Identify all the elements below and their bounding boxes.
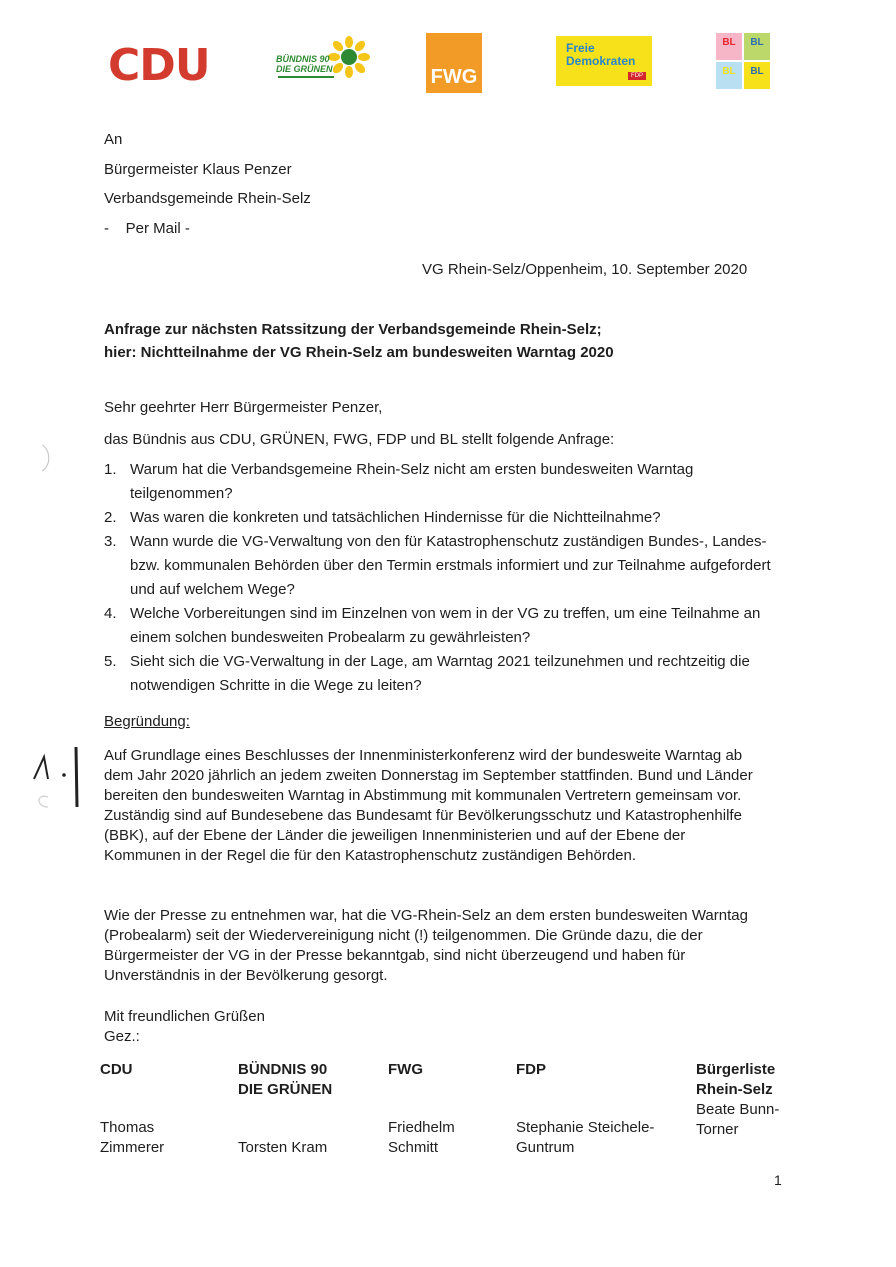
subject-line-2: hier: Nichtteilnahme der VG Rhein-Selz am bundesweiten Warntag 2020 bbox=[104, 344, 614, 361]
signature-party: DIE GRÜNEN bbox=[238, 1081, 333, 1098]
salutation: Sehr geehrter Herr Bürgermeister Penzer, bbox=[104, 399, 383, 416]
signature-name: Torsten Kram bbox=[238, 1139, 328, 1156]
page-number: 1 bbox=[774, 1172, 782, 1188]
list-text: Sieht sich die VG-Verwaltung in der Lage, am Warntag 2021 teilzunehmen und rechtzeitig die notwendigen Schritte in die Wege zu leiten? bbox=[130, 653, 750, 694]
gez-label: Gez.: bbox=[104, 1028, 140, 1045]
margin-bracket-mark bbox=[36, 443, 56, 473]
signature-cdu bbox=[100, 1060, 164, 1158]
signature-party: Rhein-Selz bbox=[696, 1081, 773, 1098]
signature-name bbox=[238, 1118, 332, 1138]
bl-logo bbox=[716, 33, 770, 89]
address-to: An bbox=[104, 131, 123, 148]
signature-fwg bbox=[388, 1060, 455, 1158]
signature-name: Stephanie Steichele- bbox=[516, 1119, 655, 1136]
signature-name: Torner bbox=[696, 1121, 739, 1138]
signature-gruene bbox=[238, 1060, 332, 1158]
address-name: Bürgermeister Klaus Penzer bbox=[104, 161, 292, 178]
list-item bbox=[104, 602, 784, 650]
fwg-logo-text: FWG bbox=[430, 66, 478, 88]
signature-party: Bürgerliste bbox=[696, 1061, 776, 1078]
signature-name: Friedhelm bbox=[388, 1119, 455, 1136]
list-item bbox=[104, 458, 784, 506]
reason-paragraph-1: Auf Grundlage eines Beschlusses der Innenministerkonferenz wird der bundesweite Warntag ab dem Jahr 2020 jährlich an jedem zweiten Donnerstag im September stattfinden. Bund und Länder bereiten den bundesweiten Warntag in Abstimmung mit kommunalen Vertretern gemeinsam vor. Zuständig sind auf Bundesebene das Bundesamt für Bevölkerungsschutz und Katastrophenhilfe (BBK), auf der Ebene der Länder die jeweiligen Innenministerien und auf der Ebene der Kommunen in der Regel die für den Katastrophenschutz zuständigen Behörden. bbox=[104, 747, 753, 864]
signature-fdp bbox=[516, 1060, 654, 1158]
fwg-logo bbox=[426, 33, 482, 93]
cdu-logo: CDU bbox=[108, 40, 210, 91]
fdp-badge: FDP bbox=[628, 72, 646, 80]
sunflower-icon bbox=[328, 36, 370, 78]
address-org: Verbandsgemeinde Rhein-Selz bbox=[104, 190, 311, 207]
list-item bbox=[104, 506, 784, 530]
closing: Mit freundlichen Grüßen bbox=[104, 1008, 265, 1025]
signature-buergerliste bbox=[696, 1060, 779, 1140]
subject-line-1: Anfrage zur nächsten Ratssitzung der Verbandsgemeinde Rhein-Selz; bbox=[104, 321, 602, 338]
list-number: 2. bbox=[104, 509, 117, 526]
list-number: 3. bbox=[104, 533, 117, 550]
gruene-logo-text: BÜNDNIS 90 DIE GRÜNEN bbox=[276, 54, 333, 74]
reason-paragraph-2: Wie der Presse zu entnehmen war, hat die VG-Rhein-Selz an dem ersten bundesweiten Warntag (Probealarm) seit der Wiedervereinigung nicht (!) teilgenommen. Die Gründe dazu, die der Bürgermeister der VG in der Presse bekanntgab, sind nicht überzeugend und haben für Unverständnis in der Bevölkerung gesorgt. bbox=[104, 907, 748, 984]
signature-party: CDU bbox=[100, 1061, 133, 1078]
list-text: Welche Vorbereitungen sind im Einzelnen von wem in der VG zu treffen, um eine Teilnahme an einem solchen bundesweiten Probealarm zu gewährleisten? bbox=[130, 605, 761, 646]
bl-cell: BL bbox=[716, 62, 742, 89]
list-text: Was waren die konkreten und tatsächlichen Hindernisse für die Nichtteilnahme? bbox=[130, 509, 661, 526]
signature-party: BÜNDNIS 90 bbox=[238, 1061, 328, 1078]
gruene-underline bbox=[278, 76, 334, 78]
bl-cell: BL bbox=[716, 33, 742, 60]
party-logos bbox=[0, 28, 896, 98]
list-number: 4. bbox=[104, 605, 117, 622]
fdp-logo bbox=[556, 36, 652, 86]
handwritten-margin-note bbox=[30, 745, 90, 815]
intro-text: das Bündnis aus CDU, GRÜNEN, FWG, FDP und BL stellt folgende Anfrage: bbox=[104, 431, 615, 448]
signature-party: FWG bbox=[388, 1061, 423, 1078]
place-date: VG Rhein-Selz/Oppenheim, 10. September 2020 bbox=[422, 261, 748, 278]
signature-name: Thomas bbox=[100, 1119, 155, 1136]
question-list bbox=[104, 458, 784, 698]
address-via: - Per Mail - bbox=[104, 220, 190, 237]
list-number: 5. bbox=[104, 653, 117, 670]
bl-cell: BL bbox=[744, 62, 770, 89]
list-number: 1. bbox=[104, 461, 117, 478]
list-text: Wann wurde die VG-Verwaltung von den für Katastrophenschutz zuständigen Bundes-, Landes- bzw. kommunalen Behörden über den Termin erstmals informiert und zur Teilnahme aufgefordert und auf welchem Wege? bbox=[130, 533, 771, 598]
reason-heading: Begründung: bbox=[104, 713, 190, 730]
signature-party: FDP bbox=[516, 1061, 546, 1078]
gruene-logo bbox=[276, 36, 372, 86]
list-item bbox=[104, 530, 784, 602]
signature-name: Beate Bunn- bbox=[696, 1101, 780, 1118]
signature-name: Schmitt bbox=[388, 1139, 439, 1156]
list-text: Warum hat die Verbandsgemeine Rhein-Selz nicht am ersten bundesweiten Warntag teilgenommen? bbox=[130, 461, 694, 502]
fdp-logo-text: Freie Demokraten bbox=[566, 41, 636, 68]
signature-name: Zimmerer bbox=[100, 1139, 165, 1156]
list-item bbox=[104, 650, 784, 698]
signature-name: Guntrum bbox=[516, 1139, 575, 1156]
bl-cell: BL bbox=[744, 33, 770, 60]
